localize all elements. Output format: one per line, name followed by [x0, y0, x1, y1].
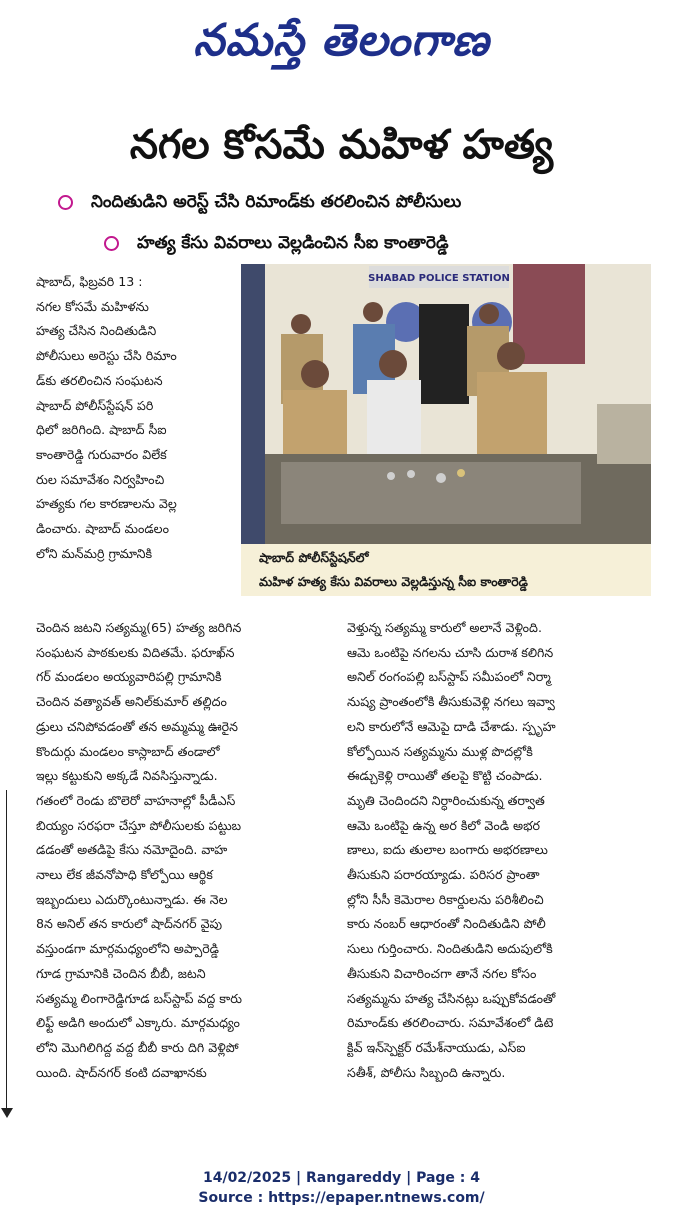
- article-line: గర్ మండలం అయ్యవారిపల్లి గ్రామానికి: [36, 669, 222, 685]
- article-line: నాలు లేక జీవనోపాధి కోల్పోయి ఆర్థిక: [36, 867, 213, 883]
- footer: [0, 1168, 683, 1208]
- article-line: అనిల్ రంగంపల్లి బస్‌స్టాప్ సమీపంలో నిర్మా: [347, 669, 551, 685]
- article-line: మృతి చెందిందని నిర్ధారించుకున్న తర్వాత: [347, 792, 545, 808]
- article-line: నుష్య ప్రాంతంలోకి తీసుకువెళ్లి నగలు ఇవ్వా: [347, 694, 555, 710]
- subheading-1: [58, 192, 461, 216]
- article-line: గూడ గ్రామానికి చెందిన బీబీ, జటని: [36, 965, 206, 981]
- article-line: కాంతారెడ్డి గురువారం విలేక: [36, 446, 167, 462]
- article-line: చెందిన వత్యావత్ అనిల్‌కుమార్ తల్లిదం: [36, 694, 227, 710]
- article-line: కారు నంబర్ ఆధారంతో నిందితుడిని పోలీ: [347, 916, 546, 932]
- article-line: డ్‌కు తరలించిన సంఘటన: [36, 372, 163, 388]
- article-line: లోని మన్‌మర్రి గ్రామానికి: [36, 545, 153, 561]
- article-line: బియ్యం సరఫరా చేస్తూ పోలీసులకు పట్టుబ: [36, 817, 242, 833]
- article-line: డించారు. షాబాద్ మండలం: [36, 521, 169, 537]
- article-line: లోని మొగిలిగిద్ద వద్ద బీబీ కారు దిగి వెళ్లిపో: [36, 1039, 239, 1055]
- article-column-2: [347, 616, 652, 1085]
- article-line: తీసుకుని విచారించగా తానే నగల కోసం: [347, 965, 537, 981]
- article-line: హత్యకు గల కారణాలను వెల్ల: [36, 496, 177, 512]
- footer-source: Source : https://epaper.ntnews.com/: [198, 1190, 485, 1206]
- footer-date-page: 14/02/2025 | Rangareddy | Page : 4: [202, 1170, 481, 1186]
- article-line: యింది. షాద్‌నగర్ కంటి దవాఖానకు: [36, 1064, 207, 1080]
- headline: నగల కోసమే మహిళ హత్య: [129, 121, 554, 168]
- article-line: తీసుకుని పరారయ్యాడు. పరిసర ప్రాంతా: [347, 867, 540, 883]
- article-line: వస్తుండగా మార్గమధ్యంలోని అప్పారెడ్డి: [36, 941, 219, 957]
- article-column-1-bottom: [36, 616, 333, 1085]
- subheading-2-text: హత్య కేసు వివరాలు వెల్లడించిన సీఐ కాంతారెడ్డి: [137, 233, 449, 253]
- article-line: 8న అనిల్ తన కారులో షాద్‌నగర్ వైపు: [36, 916, 223, 932]
- article-line: క్టివ్ ఇన్‌స్పెక్టర్ రమేశ్‌నాయుడు, ఎస్‌ఐ: [347, 1039, 526, 1055]
- arrow-down-icon: [1, 1108, 13, 1118]
- article-line: డ్రులు చనిపోవడంతో తన అమ్మమ్మ ఊరైన: [36, 718, 238, 734]
- article-line: రిమాండ్‌కు తరలించారు. సమావేశంలో డిటె: [347, 1015, 554, 1031]
- article-line: ఇల్లు కట్టుకుని అక్కడే నివసిస్తున్నాడు.: [36, 768, 218, 784]
- article-line: సత్యమ్మను హత్య చేసినట్లు ఒప్పుకోవడంతో: [347, 990, 556, 1006]
- bullet-icon: [58, 195, 73, 210]
- article-line: హత్య చేసిన నిందితుడిని: [36, 323, 157, 339]
- article-line: నగల కోసమే మహిళను: [36, 298, 149, 314]
- caption-line-2: మహిళ హత్య కేసు వివరాలు వెల్లడిస్తున్న సీఐ కాంతారెడ్డి: [259, 574, 528, 589]
- continuation-line: [6, 790, 7, 1110]
- article-line: సంఘటన పాఠకులకు విదితమే. ఫరూఖ్‌న: [36, 644, 235, 660]
- masthead: [0, 6, 683, 76]
- article-line: సత్యమ్మ లింగారెడ్డిగూడ బస్‌స్టాప్ వద్ద కారు: [36, 990, 243, 1006]
- article-line: సతీశ్, పోలీసు సిబ్బంది ఉన్నారు.: [347, 1064, 506, 1080]
- article-line: గతంలో రెండు బొలెరో వాహనాల్లో పీడీఎస్: [36, 792, 236, 808]
- bullet-icon: [104, 236, 119, 251]
- article-line: చెందిన జటని సత్యమ్మ(65) హత్య జరిగిన: [36, 620, 242, 635]
- station-sign: SHABAD POLICE STATION: [368, 273, 510, 284]
- article-line: సులు గుర్తించారు. నిందితుడిని అదుపులోకి: [347, 941, 553, 957]
- article-line: లని కారులోనే ఆమెపై దాడి చేశాడు. స్పృహ: [347, 718, 556, 734]
- article-line: వెళ్తున్న సత్యమ్మ కారులో అలానే వెళ్లింది.: [347, 620, 542, 635]
- article-line: ధిలో జరిగింది. షాబాద్ సీఐ: [36, 422, 167, 438]
- article-line: లిఫ్ట్ అడిగి అందులో ఎక్కారు. మార్గమధ్యం: [36, 1015, 240, 1031]
- article-line: రుల సమావేశం నిర్వహించి: [36, 471, 165, 487]
- article-line: డడంతో అతడిపై కేసు నమోదైంది. వాహ: [36, 842, 228, 858]
- police-press-meet-photo: [241, 264, 651, 544]
- subheading-2: [104, 233, 449, 257]
- subheading-1-text: నిందితుడిని అరెస్ట్ చేసి రిమాండ్‌కు తరలించిన పోలీసులు: [91, 192, 462, 212]
- article-line: కోల్పోయిన సత్యమ్మను ముళ్ల పొదల్లోకి: [347, 743, 533, 759]
- article-line: ఇబ్బందులు ఎదుర్కొంటున్నాడు. ఈ నెల: [36, 891, 228, 907]
- article-line: ల్లోని సీసీ కెమెరాల రికార్డులను పరిశీలించి: [347, 891, 544, 907]
- caption-line-1: షాబాద్ పోలీస్‌స్టేషన్‌లో: [259, 550, 369, 565]
- article-line: ణాలు, ఐదు తులాల బంగారు అభరణాలు: [347, 842, 548, 858]
- article-line: షాబాద్, ఫిబ్రవరి 13 :: [36, 274, 143, 289]
- masthead-title: నమస్తే తెలంగాణ: [193, 15, 490, 66]
- article-line: ఆమె ఒంటిపై నగలను చూసి దురాశ కలిగిన: [347, 644, 554, 660]
- article-line: షాబాద్ పోలీస్‌స్టేషన్ పరి: [36, 397, 154, 413]
- article-column-1-top: [36, 270, 236, 566]
- article-line: కొందుర్గు మండలం కాస్లాబాద్ తండాలో: [36, 743, 220, 759]
- article-line: ఈడ్చుకెళ్లి రాయితో తలపై కొట్టి చంపాడు.: [347, 768, 543, 784]
- article-line: పోలీసులు అరెస్టు చేసి రిమాం: [36, 348, 177, 364]
- photo-caption: [241, 544, 651, 596]
- news-photo: [241, 264, 651, 544]
- article-line: ఆమె ఒంటిపై ఉన్న అర కిలో వెండి అభర: [347, 817, 541, 833]
